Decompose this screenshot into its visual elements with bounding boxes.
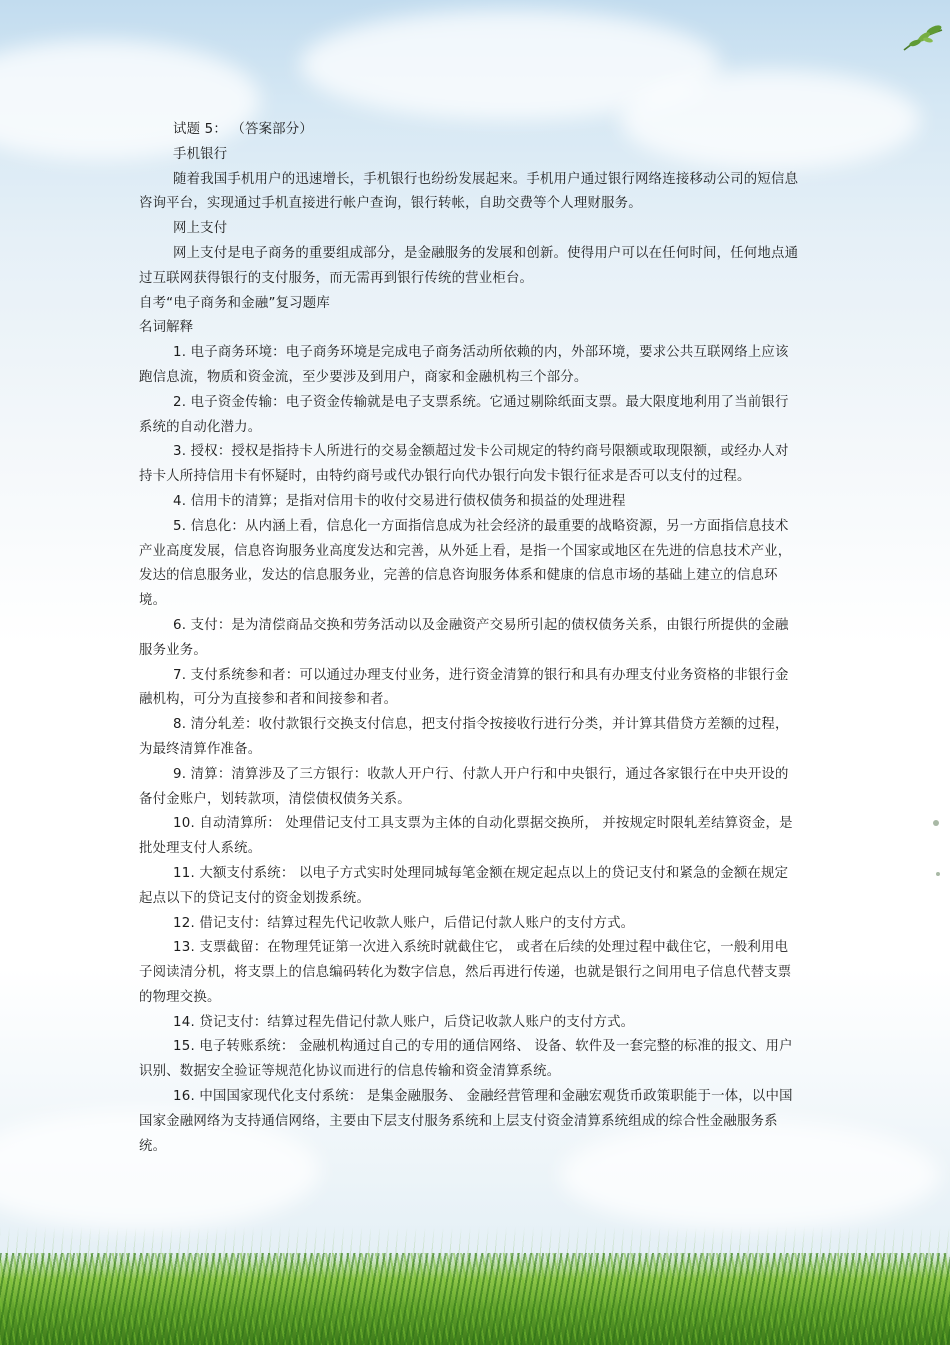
section-title: 网上支付 (173, 221, 228, 237)
section-title: 手机银行 (173, 146, 228, 162)
section-paragraph: 网上支付是电子商务的重要组成部分，是金融服务的发展和创新。使得用户可以在任何时间，任何地点通过互联网获得银行的支付服务，而无需再到银行传统的营业柜台。 (139, 245, 799, 286)
term-definition: 14. 贷记支付：结算过程先借记付款人账户，后贷记收款人账户的支付方式。 (173, 1014, 635, 1030)
document-body (139, 118, 799, 1159)
term-definition: 12. 借记支付：结算过程先代记收款人账户，后借记付款人账户的支付方式。 (173, 915, 635, 931)
term-definition: 5. 信息化：从内涵上看，信息化一方面指信息成为社会经济的最重要的战略资源，另一方面指信息技术产业高度发展，信息咨询服务业高度发达和完善，从外延上看，是指一个国家或地区在先进的信息技术产业，发达的信息服务业，发达的信息服务业，完善的信息咨询服务体系和健康的信息市场的基础上建立的信息环境。 (139, 518, 792, 609)
page-heading: 试题 5： （答案部分） (173, 122, 313, 137)
glossary-title: 名词解释 (139, 320, 194, 336)
term-definition: 7. 支付系统参和者：可以通过办理支付业务，进行资金清算的银行和具有办理支付业务资格的非银行金融机构，可分为直接参和者和间接参和者。 (139, 667, 789, 708)
term-definition: 9. 清算：清算涉及了三方银行：收款人开户行、付款人开户行和中央银行，通过各家银行在中央开设的备付金账户，划转款项，清偿债权债务关系。 (139, 766, 789, 807)
question-bank-title: 自考“电子商务和金融”复习题库 (139, 295, 330, 311)
section-paragraph: 随着我国手机用户的迅速增长，手机银行也纷纷发展起来。手机用户通过银行网络连接移动公司的短信息咨询平台，实现通过手机直接进行帐户查询，银行转帐，自助交费等个人理财服务。 (139, 171, 799, 212)
term-definition: 3. 授权：授权是指持卡人所进行的交易金额超过发卡公司规定的特约商号限额或取现限额，或经办人对持卡人所持信用卡有怀疑时，由特约商号或代办银行向代办银行向发卡银行征求是否可以支付的过程。 (139, 444, 789, 485)
leaf-sprig-icon (900, 20, 944, 56)
term-definition: 8. 清分轧差：收付款银行交换支付信息，把支付指令按接收行进行分类，并计算其借贷方差额的过程，为最终清算作准备。 (139, 717, 789, 757)
decorative-dot (933, 820, 939, 826)
grass-decoration (0, 1253, 950, 1345)
term-definition: 16. 中国国家现代化支付系统： 是集金融服务、 金融经营管理和金融宏观货币政策职能于一体，以中国国家金融网络为支持通信网络，主要由下层支付服务系统和上层支付资金清算系统组成的综合性金融服务系统。 (139, 1089, 793, 1154)
term-definition: 13. 支票截留：在物理凭证第一次进入系统时就截住它， 或者在后续的处理过程中截住它，一般利用电子阅读清分机，将支票上的信息编码转化为数字信息，然后再进行传递，也就是银行之间用电子信息代替支票的物理交换。 (139, 940, 792, 1005)
decorative-dot (936, 872, 940, 876)
term-definition: 15. 电子转账系统： 金融机构通过自己的专用的通信网络、 设备、软件及一套完整的标准的报文、用户识别、数据安全验证等规范化协议而进行的信息传输和资金清算系统。 (139, 1039, 793, 1080)
term-definition: 11. 大额支付系统： 以电子方式实时处理同城每笔金额在规定起点以上的贷记支付和紧急的金额在规定起点以下的贷记支付的资金划拨系统。 (139, 865, 789, 906)
term-definition: 10. 自动清算所： 处理借记支付工具支票为主体的自动化票据交换所， 并按规定时限轧差结算资金，是批处理支付人系统。 (139, 816, 793, 857)
term-definition: 6. 支付：是为清偿商品交换和劳务活动以及金融资产交易所引起的债权债务关系，由银行所提供的金融服务业务。 (139, 617, 789, 658)
term-definition: 2. 电子资金传输：电子资金传输就是电子支票系统。它通过剔除纸面支票。最大限度地利用了当前银行系统的自动化潜力。 (139, 394, 789, 435)
term-definition: 1. 电子商务环境：电子商务环境是完成电子商务活动所依赖的内，外部环境，要求公共互联网络上应该跑信息流，物质和资金流，至少要涉及到用户，商家和金融机构三个部分。 (139, 345, 789, 385)
term-definition: 4. 信用卡的清算；是指对信用卡的收付交易进行债权债务和损益的处理进程 (173, 493, 626, 509)
